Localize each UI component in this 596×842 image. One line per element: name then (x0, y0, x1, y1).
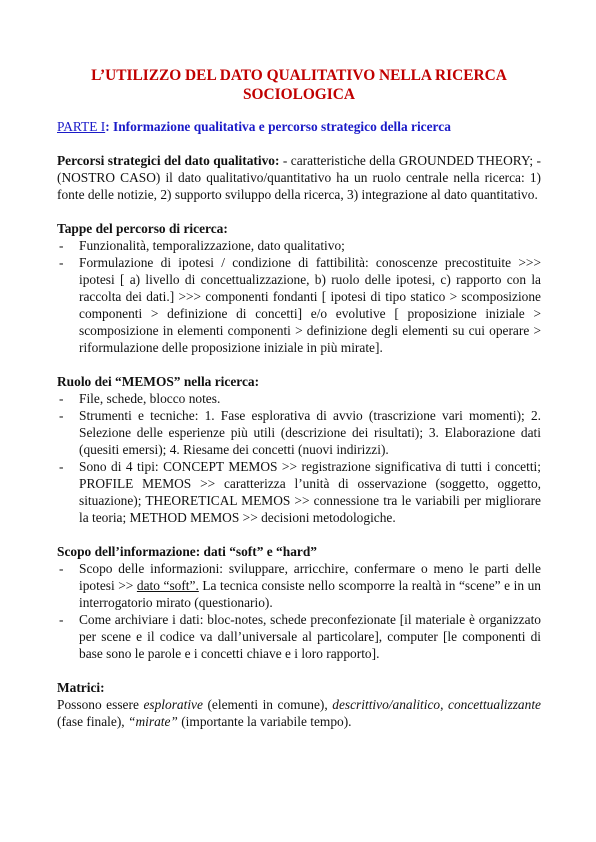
matrici-text: , (440, 697, 449, 712)
list-item: - File, schede, blocco notes. (57, 390, 541, 407)
percorsi-heading: Percorsi strategici del dato qualitativo: (57, 153, 280, 168)
memos-heading: Ruolo dei “MEMOS” nella ricerca: (57, 374, 260, 389)
document-page (57, 66, 541, 747)
term-esplorative: esplorative (143, 697, 203, 712)
term-descrittivo: descrittivo/analitico (332, 697, 441, 712)
scopo-item1-start: Scopo delle informazioni: sviluppare, arricchire, confermare o meno le parti delle ipotesi >> (79, 561, 541, 593)
part-title: : Informazione qualitativa e percorso strategico della ricerca (105, 119, 451, 134)
matrici-text: (elementi in comune), (202, 697, 333, 712)
memos-list (57, 390, 541, 526)
tappe-heading: Tappe del percorso di ricerca: (57, 221, 228, 236)
matrici-text: (fase finale), (57, 714, 129, 729)
percorsi-text: - caratteristiche della GROUNDED THEORY; - (NOSTRO CASO) il dato qualitativo/quantitativo ha un ruolo centrale nella ricerca: 1) fonte delle notizie, 2) supporto sviluppo della ricerca, 3) integrazione al dato quantitativo. (57, 153, 541, 202)
list-item: - Sono di 4 tipi: CONCEPT MEMOS >> registrazione significativa di tutti i concetti; PROFILE MEMOS >> caratterizza l’unità di osservazione (soggetto, oggetto, situazione); THEORETICAL MEMOS >> connessione tra le variabili per migliorare la teoria; METHOD MEMOS >> decisioni metodologiche. (57, 458, 541, 526)
list-item: - Come archiviare i dati: bloc-notes, schede preconfezionate [il materiale è organizzato per scene e il codice va dall’universale al particolare], computer [le componenti di base sono le parole e i concetti chiave e i loro rapporto]. (57, 611, 541, 662)
matrici-paragraph (57, 696, 541, 730)
list-item: - Formulazione di ipotesi / condizione di fattibilità: conoscenze precostituite >>> ipotesi [ a) livello di concettualizzazione, b) ruolo delle ipotesi, c) rapporto con la raccolta dei dati.] >>> componenti fondanti [ ipotesi di tipo statico > scomposizione componenti > definizione di concetti] e/o evolutive [ proposizione iniziale > scomposizione in elementi componenti > definizione degli elementi su cui operare > riformulazione delle proposizione iniziale in più mirate]. (57, 254, 541, 356)
document-title (57, 66, 541, 104)
term-concettualizzante: concettualizzante (448, 697, 541, 712)
scopo-list (57, 560, 541, 662)
list-item: - Funzionalità, temporalizzazione, dato qualitativo; (57, 237, 541, 254)
dato-soft-term: dato “soft”. (136, 578, 199, 593)
matrici-text: Possono essere (57, 697, 144, 712)
percorsi-paragraph (57, 152, 541, 203)
part-label: PARTE I (57, 119, 106, 134)
title-line-2: SOCIOLOGICA (242, 86, 356, 103)
list-item: - Strumenti e tecniche: 1. Fase esplorativa di avvio (trascrizione vari momenti); 2. Selezione delle esperienze più utili (descrizione dei risultati); 3. Elaborazione dati (quesiti emersi); 4. Riesame dei concetti (nuovi indirizzi). (57, 407, 541, 458)
matrici-heading: Matrici: (57, 680, 105, 695)
list-item (57, 560, 541, 611)
scopo-heading: Scopo dell’informazione: dati “soft” e “hard” (57, 544, 317, 559)
term-mirate: “mirate” (128, 714, 178, 729)
title-line-1: L’UTILIZZO DEL DATO QUALITATIVO NELLA RICERCA (91, 67, 507, 84)
matrici-text: (importante la variabile tempo). (177, 714, 352, 729)
tappe-list (57, 237, 541, 356)
section-part-heading (57, 118, 541, 135)
scopo-item1-end: La tecnica consiste nello scomporre la realtà in “scene” e in un interrogatorio mirato (questionario). (79, 578, 541, 610)
